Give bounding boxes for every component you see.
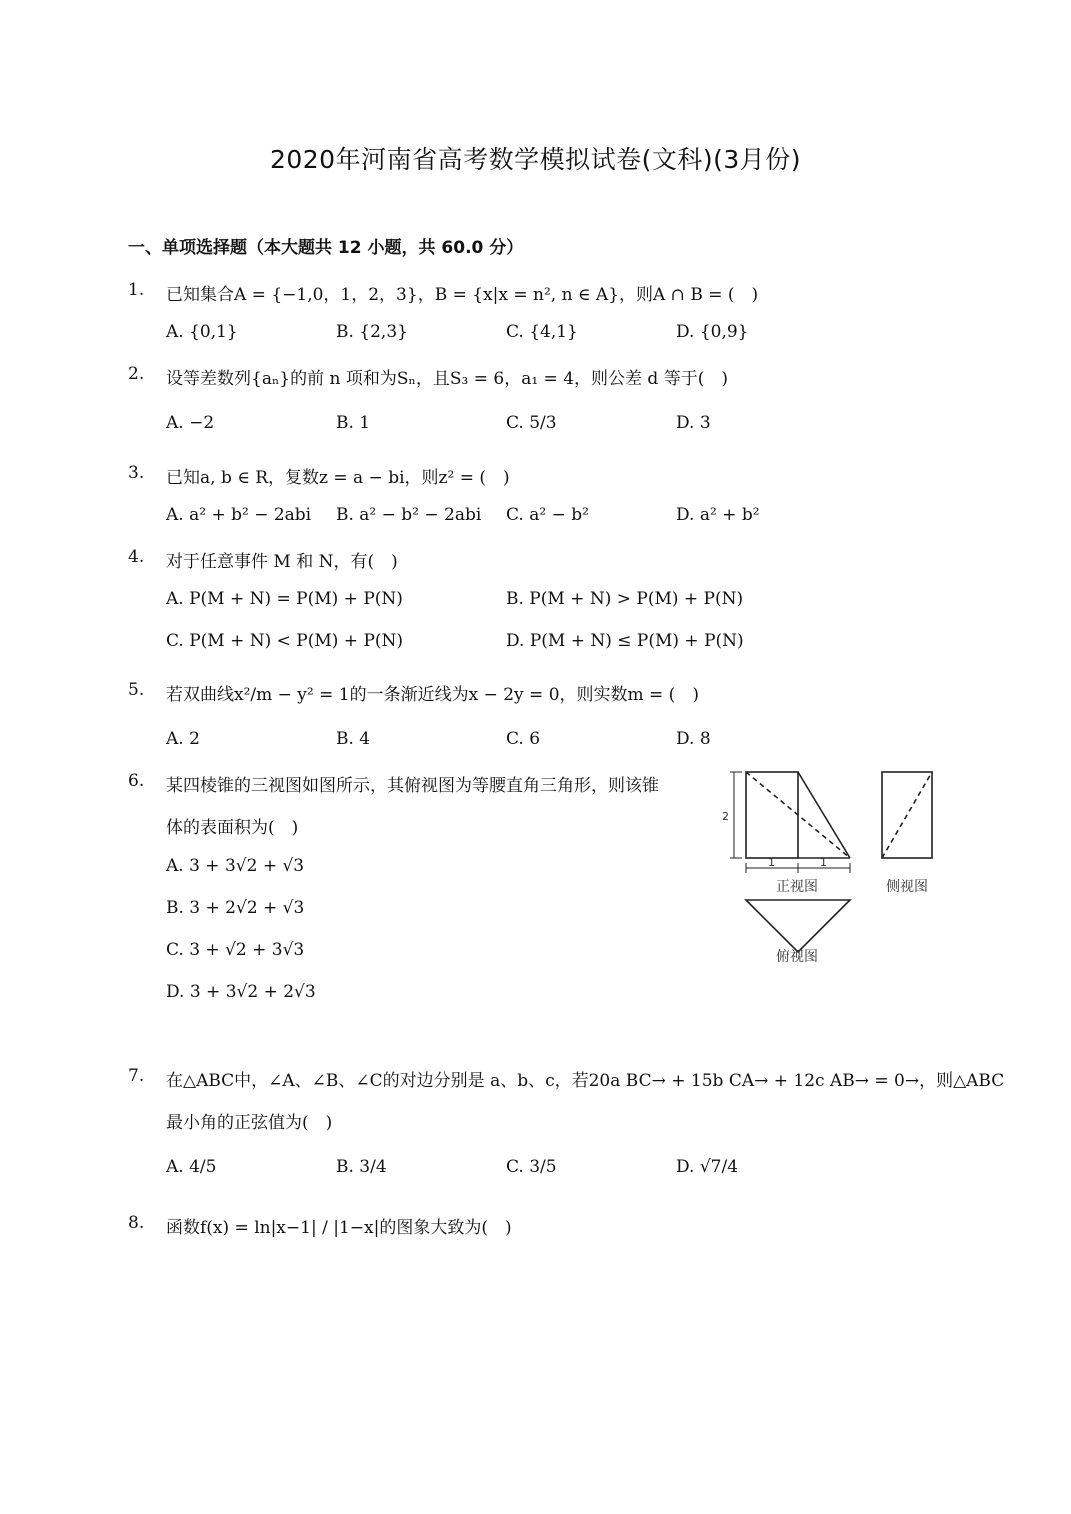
top-view xyxy=(746,900,850,952)
question-stem-line2: 最小角的正弦值为( ) xyxy=(166,1113,333,1133)
question-stem: 已知a, b ∈ R，复数z = a − bi，则z² = ( ) xyxy=(166,468,510,488)
option-c: C. {4,1} xyxy=(506,322,578,342)
dim-height-label: 2 xyxy=(722,810,729,823)
option-d: D. a² + b² xyxy=(676,505,760,525)
question-number: 6. xyxy=(128,771,145,791)
question-stem: 函数f(x) = ln|x−1| / |1−x|的图象大致为( ) xyxy=(166,1218,512,1238)
question-stem: 已知集合A = {−1,0，1，2，3}，B = {x|x = n², n ∈ A}，则A ∩ B = ( ) xyxy=(166,285,759,305)
dim-width-label-2: 1 xyxy=(820,856,827,869)
option-b: B. 3 + 2√2 + √3 xyxy=(166,898,305,918)
question-number: 5. xyxy=(128,680,145,700)
three-view-figure xyxy=(720,762,950,972)
option-a: A. {0,1} xyxy=(166,322,238,342)
question-number: 2. xyxy=(128,364,145,384)
top-view-label: 俯视图 xyxy=(776,949,818,965)
option-a: A. 4/5 xyxy=(166,1157,217,1177)
page-title: 2020年河南省高考数学模拟试卷(文科)(3月份) xyxy=(269,145,802,174)
question-stem: 某四棱锥的三视图如图所示，其俯视图为等腰直角三角形，则该锥 xyxy=(166,776,659,796)
option-a: A. −2 xyxy=(166,413,215,433)
option-d: D. {0,9} xyxy=(676,322,749,342)
three-view-drawing xyxy=(720,762,950,972)
option-a: A. 2 xyxy=(166,729,200,749)
question-stem: 若双曲线x²/m − y² = 1的一条渐近线为x − 2y = 0，则实数m = ( ) xyxy=(166,685,699,705)
option-c: C. a² − b² xyxy=(506,505,589,525)
option-b: B. 1 xyxy=(336,413,371,433)
option-a: A. a² + b² − 2abi xyxy=(166,505,312,525)
option-a: A. 3 + 3√2 + √3 xyxy=(166,856,305,876)
question-number: 1. xyxy=(128,280,145,300)
front-view xyxy=(730,772,850,873)
front-view-label: 正视图 xyxy=(776,879,818,895)
option-c: C. 3/5 xyxy=(506,1157,557,1177)
option-b: B. 3/4 xyxy=(336,1157,387,1177)
option-d: D. 8 xyxy=(676,729,711,749)
option-c: C. P(M + N) < P(M) + P(N) xyxy=(166,631,404,651)
question-stem: 设等差数列{aₙ}的前 n 项和为Sₙ，且S₃ = 6，a₁ = 4，则公差 d 等于( ) xyxy=(166,369,728,389)
question-number: 4. xyxy=(128,547,145,567)
option-d: D. 3 + 3√2 + 2√3 xyxy=(166,982,316,1002)
question-number: 3. xyxy=(128,463,145,483)
side-view xyxy=(882,772,932,858)
option-c: C. 6 xyxy=(506,729,541,749)
section-heading: 一、单项选择题（本大题共 12 小题，共 60.0 分） xyxy=(128,238,524,258)
question-stem-line2: 体的表面积为( ) xyxy=(166,818,299,838)
option-d: D. 3 xyxy=(676,413,711,433)
option-b: B. {2,3} xyxy=(336,322,408,342)
option-a: A. P(M + N) = P(M) + P(N) xyxy=(166,589,403,609)
option-d: D. √7/4 xyxy=(676,1157,739,1177)
option-b: B. a² − b² − 2abi xyxy=(336,505,482,525)
option-c: C. 5/3 xyxy=(506,413,557,433)
question-stem: 在△ABC中，∠A、∠B、∠C的对边分别是 a、b、c，若20a BC→ + 15b CA→ + 12c AB→ = 0→，则△ABC xyxy=(166,1071,1005,1091)
question-number: 7. xyxy=(128,1066,145,1086)
option-b: B. 4 xyxy=(336,729,371,749)
option-b: B. P(M + N) > P(M) + P(N) xyxy=(506,589,744,609)
question-stem: 对于任意事件 M 和 N，有( ) xyxy=(166,552,398,572)
option-d: D. P(M + N) ≤ P(M) + P(N) xyxy=(506,631,744,651)
option-c: C. 3 + √2 + 3√3 xyxy=(166,940,305,960)
dim-width-label-1: 1 xyxy=(768,856,775,869)
question-number: 8. xyxy=(128,1213,145,1233)
side-view-label: 侧视图 xyxy=(886,879,928,895)
